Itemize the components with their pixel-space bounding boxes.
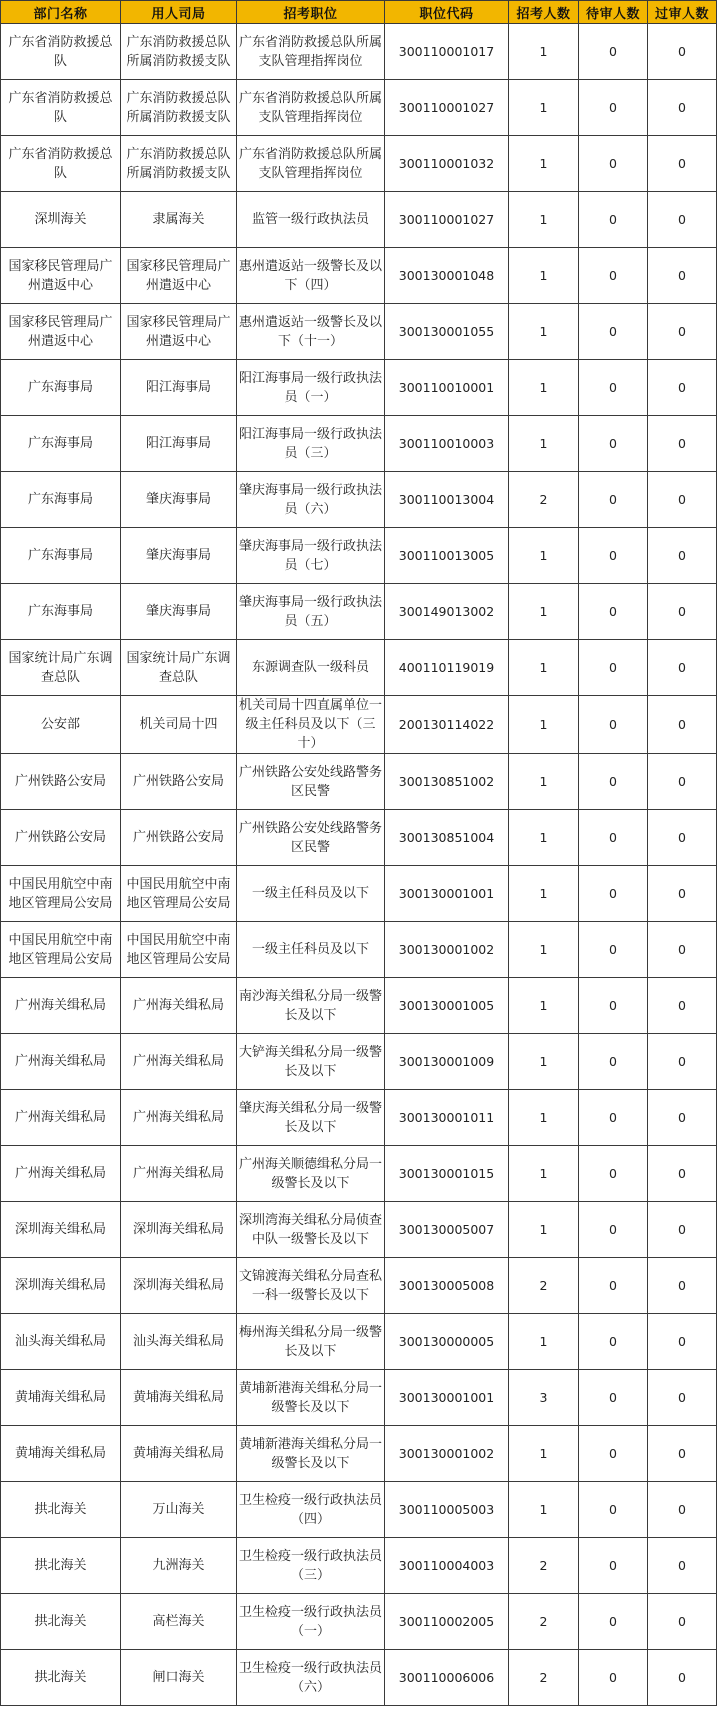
department-cell: 黄埔海关缉私局: [1, 1370, 121, 1426]
table-row: [1, 1482, 717, 1538]
table-row: [1, 1258, 717, 1314]
table-row: [1, 1090, 717, 1146]
recruit-count-cell: 1: [509, 978, 579, 1034]
position-code-cell: 300130851002: [385, 754, 509, 810]
recruit-count-cell: 1: [509, 866, 579, 922]
table-row: [1, 754, 717, 810]
position-code-cell: 300130001055: [385, 304, 509, 360]
table-row: [1, 136, 717, 192]
approved-count-cell: 0: [648, 528, 717, 584]
employer-cell: 中国民用航空中南地区管理局公安局: [121, 866, 237, 922]
department-cell: 广州海关缉私局: [1, 1090, 121, 1146]
employer-cell: 广东消防救援总队所属消防救援支队: [121, 80, 237, 136]
recruit-count-cell: 2: [509, 1258, 579, 1314]
recruit-count-cell: 1: [509, 922, 579, 978]
department-cell: 拱北海关: [1, 1594, 121, 1650]
pending-count-cell: 0: [579, 192, 648, 248]
position-code-cell: 300130001011: [385, 1090, 509, 1146]
pending-count-cell: 0: [579, 1202, 648, 1258]
recruit-count-cell: 1: [509, 360, 579, 416]
position-code-cell: 300110001027: [385, 80, 509, 136]
pending-count-cell: 0: [579, 24, 648, 80]
table-row: [1, 1146, 717, 1202]
approved-count-cell: 0: [648, 978, 717, 1034]
position-cell: 深圳湾海关缉私分局侦查中队一级警长及以下: [237, 1202, 385, 1258]
pending-count-cell: 0: [579, 866, 648, 922]
employer-cell: 闸口海关: [121, 1650, 237, 1706]
department-cell: 广东海事局: [1, 528, 121, 584]
employer-cell: 广州海关缉私局: [121, 1034, 237, 1090]
table-row: [1, 192, 717, 248]
employer-cell: 深圳海关缉私局: [121, 1202, 237, 1258]
recruit-count-cell: 1: [509, 1314, 579, 1370]
pending-count-cell: 0: [579, 1482, 648, 1538]
pending-count-cell: 0: [579, 1426, 648, 1482]
pending-count-cell: 0: [579, 1538, 648, 1594]
department-cell: 中国民用航空中南地区管理局公安局: [1, 922, 121, 978]
approved-count-cell: 0: [648, 584, 717, 640]
position-code-cell: 300130001048: [385, 248, 509, 304]
recruit-count-cell: 1: [509, 80, 579, 136]
position-cell: 惠州遣返站一级警长及以下（四）: [237, 248, 385, 304]
approved-count-cell: 0: [648, 24, 717, 80]
position-code-cell: 400110119019: [385, 640, 509, 696]
pending-count-cell: 0: [579, 922, 648, 978]
department-cell: 广东省消防救援总队: [1, 136, 121, 192]
position-cell: 卫生检疫一级行政执法员（三）: [237, 1538, 385, 1594]
department-cell: 中国民用航空中南地区管理局公安局: [1, 866, 121, 922]
col-header-department: 部门名称: [1, 1, 121, 24]
position-cell: 惠州遣返站一级警长及以下（十一）: [237, 304, 385, 360]
department-cell: 广州铁路公安局: [1, 754, 121, 810]
position-code-cell: 300130001005: [385, 978, 509, 1034]
pending-count-cell: 0: [579, 696, 648, 754]
position-cell: 肇庆海事局一级行政执法员（六）: [237, 472, 385, 528]
position-cell: 大铲海关缉私分局一级警长及以下: [237, 1034, 385, 1090]
position-code-cell: 300110005003: [385, 1482, 509, 1538]
table-row: [1, 80, 717, 136]
recruit-count-cell: 1: [509, 24, 579, 80]
position-code-cell: 300110010003: [385, 416, 509, 472]
recruit-count-cell: 1: [509, 754, 579, 810]
position-cell: 广东省消防救援总队所属支队管理指挥岗位: [237, 80, 385, 136]
pending-count-cell: 0: [579, 304, 648, 360]
position-code-cell: 300130001001: [385, 866, 509, 922]
department-cell: 广州海关缉私局: [1, 978, 121, 1034]
approved-count-cell: 0: [648, 1202, 717, 1258]
pending-count-cell: 0: [579, 1146, 648, 1202]
position-cell: 广州海关顺德缉私分局一级警长及以下: [237, 1146, 385, 1202]
recruit-count-cell: 2: [509, 1594, 579, 1650]
recruit-count-cell: 1: [509, 528, 579, 584]
employer-cell: 阳江海事局: [121, 416, 237, 472]
table-row: [1, 866, 717, 922]
pending-count-cell: 0: [579, 1650, 648, 1706]
employer-cell: 广州海关缉私局: [121, 1146, 237, 1202]
table-row: [1, 24, 717, 80]
pending-count-cell: 0: [579, 416, 648, 472]
col-header-recruit-count: 招考人数: [509, 1, 579, 24]
employer-cell: 国家移民管理局广州遣返中心: [121, 304, 237, 360]
position-cell: 一级主任科员及以下: [237, 866, 385, 922]
department-cell: 国家移民管理局广州遣返中心: [1, 248, 121, 304]
employer-cell: 肇庆海事局: [121, 472, 237, 528]
employer-cell: 汕头海关缉私局: [121, 1314, 237, 1370]
recruit-count-cell: 3: [509, 1370, 579, 1426]
approved-count-cell: 0: [648, 80, 717, 136]
position-cell: 卫生检疫一级行政执法员（六）: [237, 1650, 385, 1706]
recruit-count-cell: 1: [509, 1146, 579, 1202]
department-cell: 拱北海关: [1, 1650, 121, 1706]
approved-count-cell: 0: [648, 640, 717, 696]
department-cell: 汕头海关缉私局: [1, 1314, 121, 1370]
position-code-cell: 300110013004: [385, 472, 509, 528]
approved-count-cell: 0: [648, 1426, 717, 1482]
department-cell: 广东省消防救援总队: [1, 24, 121, 80]
position-cell: 梅州海关缉私分局一级警长及以下: [237, 1314, 385, 1370]
table-row: [1, 1034, 717, 1090]
position-code-cell: 300110001027: [385, 192, 509, 248]
position-code-cell: 200130114022: [385, 696, 509, 754]
position-code-cell: 300130005007: [385, 1202, 509, 1258]
position-code-cell: 300130851004: [385, 810, 509, 866]
department-cell: 广州海关缉私局: [1, 1034, 121, 1090]
approved-count-cell: 0: [648, 1370, 717, 1426]
employer-cell: 广东消防救援总队所属消防救援支队: [121, 136, 237, 192]
position-cell: 广东省消防救援总队所属支队管理指挥岗位: [237, 24, 385, 80]
department-cell: 黄埔海关缉私局: [1, 1426, 121, 1482]
department-cell: 深圳海关: [1, 192, 121, 248]
department-cell: 广东海事局: [1, 584, 121, 640]
table-row: [1, 584, 717, 640]
position-code-cell: 300110002005: [385, 1594, 509, 1650]
col-header-pending-count: 待审人数: [579, 1, 648, 24]
position-cell: 肇庆海关缉私分局一级警长及以下: [237, 1090, 385, 1146]
recruit-count-cell: 1: [509, 584, 579, 640]
position-cell: 机关司局十四直属单位一级主任科员及以下（三十）: [237, 696, 385, 754]
pending-count-cell: 0: [579, 1034, 648, 1090]
approved-count-cell: 0: [648, 754, 717, 810]
position-code-cell: 300130005008: [385, 1258, 509, 1314]
employer-cell: 国家统计局广东调查总队: [121, 640, 237, 696]
table-row: [1, 922, 717, 978]
position-cell: 卫生检疫一级行政执法员（一）: [237, 1594, 385, 1650]
approved-count-cell: 0: [648, 1650, 717, 1706]
table-body: [1, 24, 717, 1706]
pending-count-cell: 0: [579, 1258, 648, 1314]
approved-count-cell: 0: [648, 1314, 717, 1370]
approved-count-cell: 0: [648, 304, 717, 360]
approved-count-cell: 0: [648, 472, 717, 528]
employer-cell: 广州海关缉私局: [121, 1090, 237, 1146]
approved-count-cell: 0: [648, 866, 717, 922]
department-cell: 拱北海关: [1, 1482, 121, 1538]
position-cell: 广州铁路公安处线路警务区民警: [237, 810, 385, 866]
col-header-employer: 用人司局: [121, 1, 237, 24]
recruit-count-cell: 1: [509, 1426, 579, 1482]
table-row: [1, 416, 717, 472]
position-code-cell: 300130001002: [385, 1426, 509, 1482]
department-cell: 拱北海关: [1, 1538, 121, 1594]
employer-cell: 黄埔海关缉私局: [121, 1370, 237, 1426]
col-header-approved-count: 过审人数: [648, 1, 717, 24]
pending-count-cell: 0: [579, 80, 648, 136]
approved-count-cell: 0: [648, 922, 717, 978]
department-cell: 广州铁路公安局: [1, 810, 121, 866]
position-cell: 监管一级行政执法员: [237, 192, 385, 248]
table-row: [1, 978, 717, 1034]
employer-cell: 广州海关缉私局: [121, 978, 237, 1034]
position-code-cell: 300130001009: [385, 1034, 509, 1090]
recruit-count-cell: 1: [509, 1034, 579, 1090]
pending-count-cell: 0: [579, 1314, 648, 1370]
position-cell: 肇庆海事局一级行政执法员（七）: [237, 528, 385, 584]
approved-count-cell: 0: [648, 810, 717, 866]
table-row: [1, 1370, 717, 1426]
table-row: [1, 1594, 717, 1650]
position-cell: 黄埔新港海关缉私分局一级警长及以下: [237, 1426, 385, 1482]
recruit-count-cell: 1: [509, 1202, 579, 1258]
employer-cell: 国家移民管理局广州遣返中心: [121, 248, 237, 304]
recruit-count-cell: 1: [509, 136, 579, 192]
employer-cell: 万山海关: [121, 1482, 237, 1538]
position-code-cell: 300110013005: [385, 528, 509, 584]
employer-cell: 九洲海关: [121, 1538, 237, 1594]
employer-cell: 广州铁路公安局: [121, 810, 237, 866]
col-header-position: 招考职位: [237, 1, 385, 24]
position-code-cell: 300110004003: [385, 1538, 509, 1594]
approved-count-cell: 0: [648, 1090, 717, 1146]
position-cell: 文锦渡海关缉私分局查私一科一级警长及以下: [237, 1258, 385, 1314]
employer-cell: 中国民用航空中南地区管理局公安局: [121, 922, 237, 978]
employer-cell: 黄埔海关缉私局: [121, 1426, 237, 1482]
pending-count-cell: 0: [579, 584, 648, 640]
position-code-cell: 300110010001: [385, 360, 509, 416]
approved-count-cell: 0: [648, 1258, 717, 1314]
approved-count-cell: 0: [648, 192, 717, 248]
position-cell: 南沙海关缉私分局一级警长及以下: [237, 978, 385, 1034]
table-row: [1, 810, 717, 866]
department-cell: 深圳海关缉私局: [1, 1202, 121, 1258]
table-row: [1, 1538, 717, 1594]
position-cell: 卫生检疫一级行政执法员（四）: [237, 1482, 385, 1538]
table-row: [1, 248, 717, 304]
employer-cell: 肇庆海事局: [121, 528, 237, 584]
recruit-count-cell: 2: [509, 1538, 579, 1594]
employer-cell: 阳江海事局: [121, 360, 237, 416]
position-cell: 广东省消防救援总队所属支队管理指挥岗位: [237, 136, 385, 192]
approved-count-cell: 0: [648, 1146, 717, 1202]
position-code-cell: 300130001015: [385, 1146, 509, 1202]
recruit-count-cell: 1: [509, 810, 579, 866]
recruit-count-cell: 1: [509, 192, 579, 248]
header-row: [1, 1, 717, 24]
table-row: [1, 1314, 717, 1370]
recruit-count-cell: 1: [509, 1090, 579, 1146]
pending-count-cell: 0: [579, 810, 648, 866]
table-row: [1, 528, 717, 584]
employer-cell: 广州铁路公安局: [121, 754, 237, 810]
position-cell: 东源调查队一级科员: [237, 640, 385, 696]
department-cell: 国家移民管理局广州遣返中心: [1, 304, 121, 360]
department-cell: 广东省消防救援总队: [1, 80, 121, 136]
table-row: [1, 640, 717, 696]
pending-count-cell: 0: [579, 754, 648, 810]
position-code-cell: 300130001001: [385, 1370, 509, 1426]
employer-cell: 深圳海关缉私局: [121, 1258, 237, 1314]
pending-count-cell: 0: [579, 472, 648, 528]
table-row: [1, 1202, 717, 1258]
table-row: [1, 1426, 717, 1482]
pending-count-cell: 0: [579, 640, 648, 696]
recruit-count-cell: 1: [509, 696, 579, 754]
approved-count-cell: 0: [648, 416, 717, 472]
approved-count-cell: 0: [648, 248, 717, 304]
position-cell: 肇庆海事局一级行政执法员（五）: [237, 584, 385, 640]
position-code-cell: 300149013002: [385, 584, 509, 640]
position-code-cell: 300110001017: [385, 24, 509, 80]
recruit-count-cell: 1: [509, 304, 579, 360]
employer-cell: 高栏海关: [121, 1594, 237, 1650]
department-cell: 广东海事局: [1, 416, 121, 472]
department-cell: 国家统计局广东调查总队: [1, 640, 121, 696]
recruit-count-cell: 2: [509, 1650, 579, 1706]
position-cell: 一级主任科员及以下: [237, 922, 385, 978]
recruit-count-cell: 1: [509, 640, 579, 696]
employer-cell: 隶属海关: [121, 192, 237, 248]
approved-count-cell: 0: [648, 696, 717, 754]
recruit-count-cell: 2: [509, 472, 579, 528]
pending-count-cell: 0: [579, 1594, 648, 1650]
recruit-count-cell: 1: [509, 248, 579, 304]
department-cell: 深圳海关缉私局: [1, 1258, 121, 1314]
pending-count-cell: 0: [579, 360, 648, 416]
employer-cell: 肇庆海事局: [121, 584, 237, 640]
employer-cell: 机关司局十四: [121, 696, 237, 754]
position-cell: 阳江海事局一级行政执法员（三）: [237, 416, 385, 472]
approved-count-cell: 0: [648, 1034, 717, 1090]
table-row: [1, 696, 717, 754]
department-cell: 广州海关缉私局: [1, 1146, 121, 1202]
recruit-count-cell: 1: [509, 416, 579, 472]
pending-count-cell: 0: [579, 1370, 648, 1426]
position-code-cell: 300110006006: [385, 1650, 509, 1706]
approved-count-cell: 0: [648, 136, 717, 192]
position-cell: 广州铁路公安处线路警务区民警: [237, 754, 385, 810]
approved-count-cell: 0: [648, 360, 717, 416]
pending-count-cell: 0: [579, 136, 648, 192]
recruit-count-cell: 1: [509, 1482, 579, 1538]
col-header-position-code: 职位代码: [385, 1, 509, 24]
pending-count-cell: 0: [579, 978, 648, 1034]
department-cell: 广东海事局: [1, 360, 121, 416]
table-row: [1, 360, 717, 416]
employer-cell: 广东消防救援总队所属消防救援支队: [121, 24, 237, 80]
position-cell: 阳江海事局一级行政执法员（一）: [237, 360, 385, 416]
position-code-cell: 300130001002: [385, 922, 509, 978]
department-cell: 公安部: [1, 696, 121, 754]
pending-count-cell: 0: [579, 248, 648, 304]
table-row: [1, 472, 717, 528]
pending-count-cell: 0: [579, 528, 648, 584]
pending-count-cell: 0: [579, 1090, 648, 1146]
position-cell: 黄埔新港海关缉私分局一级警长及以下: [237, 1370, 385, 1426]
approved-count-cell: 0: [648, 1538, 717, 1594]
position-code-cell: 300130000005: [385, 1314, 509, 1370]
table-row: [1, 304, 717, 360]
approved-count-cell: 0: [648, 1594, 717, 1650]
approved-count-cell: 0: [648, 1482, 717, 1538]
table-row: [1, 1650, 717, 1706]
position-code-cell: 300110001032: [385, 136, 509, 192]
department-cell: 广东海事局: [1, 472, 121, 528]
